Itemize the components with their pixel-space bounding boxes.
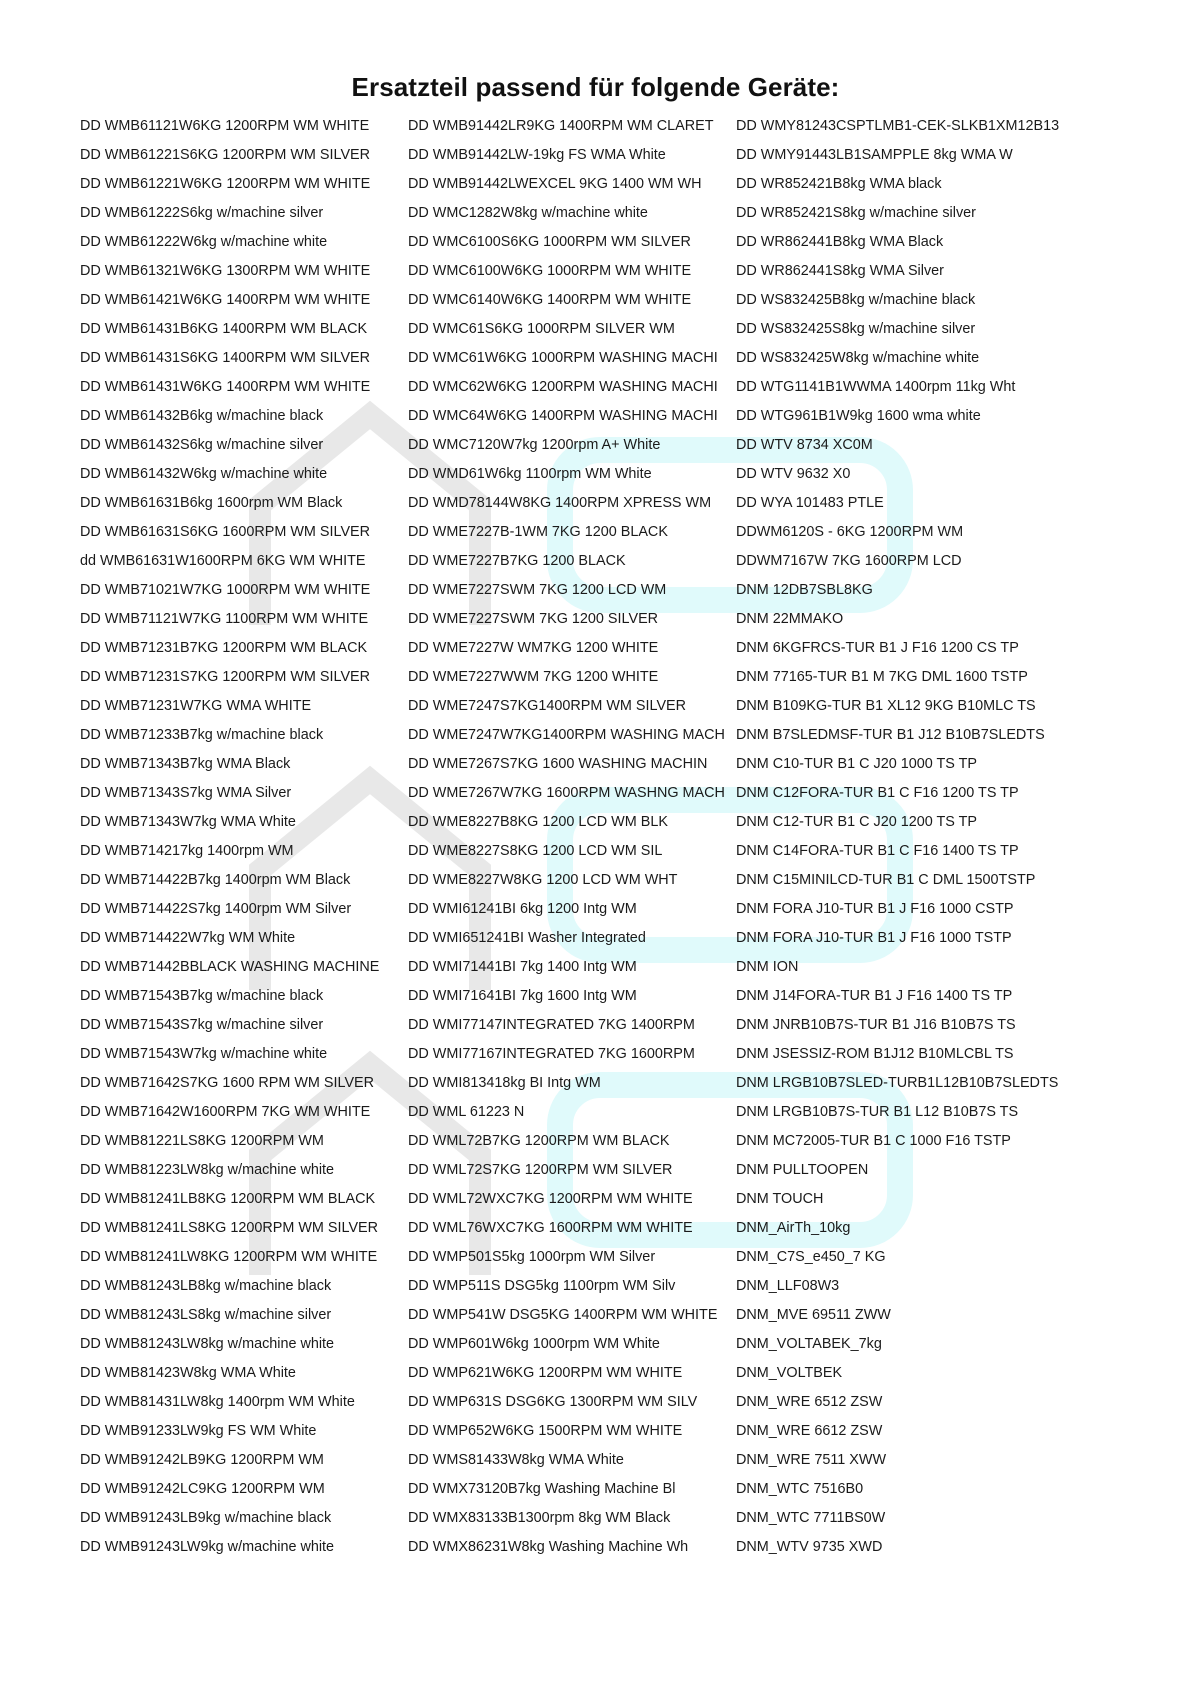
device-entry: DNM LRGB10B7SLED-TURB1L12B10B7SLEDTS [736,1075,1059,1091]
device-entry: DD WMX73120B7kg Washing Machine Bl [408,1481,676,1497]
device-entry: DD WMB81223LW8kg w/machine white [80,1162,335,1178]
device-entry: DD WME7227B7KG 1200 BLACK [408,553,626,569]
device-entry: DNM_WRE 6612 ZSW [736,1423,883,1439]
device-entry: DD WS832425B8kg w/machine black [736,292,976,308]
device-entry: DD WTV 8734 XC0M [736,437,873,453]
device-entry: DD WMC61S6KG 1000RPM SILVER WM [408,321,675,337]
device-entry: DD WME8227B8KG 1200 LCD WM BLK [408,814,668,830]
device-entry: DD WMB61431B6KG 1400RPM WM BLACK [80,321,368,337]
device-entry: DNM PULLTOOPEN [736,1162,869,1178]
device-entry: DD WML72WXC7KG 1200RPM WM WHITE [408,1191,693,1207]
device-entry: DD WMB91233LW9kg FS WM White [80,1423,317,1439]
device-entry: DD WMB81221LS8KG 1200RPM WM [80,1133,324,1149]
device-entry: DD WMC6100S6KG 1000RPM WM SILVER [408,234,691,250]
device-entry: DD WMB61222W6kg w/machine white [80,234,328,250]
device-entry: DD WMB61221S6KG 1200RPM WM SILVER [80,147,371,163]
device-entry: DD WMB71642W1600RPM 7KG WM WHITE [80,1104,371,1120]
device-entry: DNM C10-TUR B1 C J20 1000 TS TP [736,756,977,772]
device-entry: DD WMB71642S7KG 1600 RPM WM SILVER [80,1075,375,1091]
device-entry: DD WMB71442BBLACK WASHING MACHINE [80,959,380,975]
device-entry: DD WMP631S DSG6KG 1300RPM WM SILV [408,1394,698,1410]
device-entry: DD WMP511S DSG5kg 1100rpm WM Silv [408,1278,676,1294]
device-entry: DD WMI77147INTEGRATED 7KG 1400RPM [408,1017,695,1033]
device-entry: DNM J14FORA-TUR B1 J F16 1400 TS TP [736,988,1013,1004]
device-entry: DNM_WRE 7511 XWW [736,1452,887,1468]
device-entry: DNM C14FORA-TUR B1 C F16 1400 TS TP [736,843,1019,859]
device-entry: DD WMB91442LWEXCEL 9KG 1400 WM WH [408,176,702,192]
device-entry: DD WMC6140W6KG 1400RPM WM WHITE [408,292,692,308]
device-column-3 [736,113,1136,1563]
device-entry: DNM_LLF08W3 [736,1278,840,1294]
device-entry: DD WS832425S8kg w/machine silver [736,321,976,337]
device-entry: DNM C12-TUR B1 C J20 1200 TS TP [736,814,977,830]
device-entry: DD WMB71343S7kg WMA Silver [80,785,292,801]
device-entry: DD WMS81433W8kg WMA White [408,1452,624,1468]
device-entry: DD WMB91243LB9kg w/machine black [80,1510,332,1526]
device-entry: DD WMB71233B7kg w/machine black [80,727,324,743]
device-entry: DD WMI71441BI 7kg 1400 Intg WM [408,959,637,975]
device-entry: DD WMI651241BI Washer Integrated [408,930,646,946]
page-title: Ersatzteil passend für folgende Geräte: [351,72,840,102]
device-entry: DNM TOUCH [736,1191,824,1207]
device-entry: DD WMI61241BI 6kg 1200 Intg WM [408,901,637,917]
device-entry: DNM C15MINILCD-TUR B1 C DML 1500TSTP [736,872,1036,888]
device-entry: DD WMX86231W8kg Washing Machine Wh [408,1539,689,1555]
device-entry: DNM_WTC 7711BS0W [736,1510,886,1526]
device-entry: DD WML76WXC7KG 1600RPM WM WHITE [408,1220,693,1236]
device-entry: DNM_VOLTABEK_7kg [736,1336,882,1352]
device-entry: DNM_WRE 6512 ZSW [736,1394,883,1410]
device-entry: DNM JSESSIZ-ROM B1J12 B10MLCBL TS [736,1046,1014,1062]
device-entry: DD WMD78144W8KG 1400RPM XPRESS WM [408,495,712,511]
device-entry: DD WMB81241LW8KG 1200RPM WM WHITE [80,1249,378,1265]
device-entry: DD WMB61631S6KG 1600RPM WM SILVER [80,524,371,540]
device-entry: DD WMB81243LS8kg w/machine silver [80,1307,332,1323]
device-entry: DNM JNRB10B7S-TUR B1 J16 B10B7S TS [736,1017,1016,1033]
device-entry: DNM 12DB7SBL8KG [736,582,873,598]
device-entry: DD WMB61321W6KG 1300RPM WM WHITE [80,263,371,279]
device-entry: DD WMB61432W6kg w/machine white [80,466,328,482]
device-entry: DD WMB71543S7kg w/machine silver [80,1017,324,1033]
device-entry: DD WR862441B8kg WMA Black [736,234,944,250]
device-entry: DD WTV 9632 X0 [736,466,851,482]
device-entry: DD WMY81243CSPTLMB1-CEK-SLKB1XM12B13 [736,118,1060,134]
device-entry: DD WMB81243LB8kg w/machine black [80,1278,332,1294]
device-entry: DD WML 61223 N [408,1104,525,1120]
device-entry: DD WME7227SWM 7KG 1200 LCD WM [408,582,667,598]
device-entry: DD WMB61421W6KG 1400RPM WM WHITE [80,292,371,308]
device-entry: DD WMI77167INTEGRATED 7KG 1600RPM [408,1046,695,1062]
device-entry: DD WMP501S5kg 1000rpm WM Silver [408,1249,656,1265]
device-entry: DD WS832425W8kg w/machine white [736,350,980,366]
device-entry: DD WR852421S8kg w/machine silver [736,205,976,221]
device-entry: DD WMC6100W6KG 1000RPM WM WHITE [408,263,692,279]
device-entry: DD WTG1141B1WWMA 1400rpm 11kg Wht [736,379,1016,395]
device-entry: DDWM7167W 7KG 1600RPM LCD [736,553,962,569]
device-entry: DD WMB71231W7KG WMA WHITE [80,698,312,714]
device-entry: DD WMB61631B6kg 1600rpm WM Black [80,495,343,511]
device-entry: DD WMB91442LR9KG 1400RPM WM CLARET [408,118,714,134]
device-entry: DD WMB71543W7kg w/machine white [80,1046,328,1062]
device-entry: DDWM6120S - 6KG 1200RPM WM [736,524,964,540]
device-entry: DD WMC1282W8kg w/machine white [408,205,648,221]
device-entry: DNM C12FORA-TUR B1 C F16 1200 TS TP [736,785,1019,801]
device-entry: DNM 77165-TUR B1 M 7KG DML 1600 TSTP [736,669,1028,685]
device-entry: DD WMX83133B1300rpm 8kg WM Black [408,1510,671,1526]
device-entry: DD WR852421B8kg WMA black [736,176,942,192]
device-entry: DD WMB61431S6KG 1400RPM WM SILVER [80,350,371,366]
device-entry: DD WMB71231S7KG 1200RPM WM SILVER [80,669,371,685]
device-entry: DNM FORA J10-TUR B1 J F16 1000 CSTP [736,901,1014,917]
device-entry: DD WMB61121W6KG 1200RPM WM WHITE [80,118,370,134]
device-entry: DD WMP621W6KG 1200RPM WM WHITE [408,1365,683,1381]
device-entry: DD WMB61432S6kg w/machine silver [80,437,324,453]
device-entry: DD WMB714422B7kg 1400rpm WM Black [80,872,351,888]
device-entry: DD WML72S7KG 1200RPM WM SILVER [408,1162,673,1178]
device-entry: DD WR862441S8kg WMA Silver [736,263,944,279]
device-entry: DD WMB61432B6kg w/machine black [80,408,324,424]
device-entry: DD WMD61W6kg 1100rpm WM White [408,466,652,482]
device-entry: DD WMB71121W7KG 1100RPM WM WHITE [80,611,369,627]
device-entry: DD WMB81241LS8KG 1200RPM WM SILVER [80,1220,379,1236]
device-entry: DNM_C7S_e450_7 KG [736,1249,886,1265]
device-entry: DD WME8227W8KG 1200 LCD WM WHT [408,872,678,888]
device-entry: DD WMB81241LB8KG 1200RPM WM BLACK [80,1191,376,1207]
device-entry: DD WMB71543B7kg w/machine black [80,988,324,1004]
device-entry: DNM 6KGFRCS-TUR B1 J F16 1200 CS TP [736,640,1019,656]
device-entry: DD WMB81243LW8kg w/machine white [80,1336,335,1352]
device-entry: DNM B7SLEDMSF-TUR B1 J12 B10B7SLEDTS [736,727,1045,743]
device-entry: dd WMB61631W1600RPM 6KG WM WHITE [80,553,366,569]
device-entry: DD WMC61W6KG 1000RPM WASHING MACHI [408,350,718,366]
device-entry: DD WMC64W6KG 1400RPM WASHING MACHI [408,408,718,424]
device-entry: DNM FORA J10-TUR B1 J F16 1000 TSTP [736,930,1012,946]
device-entry: DD WMB61221W6KG 1200RPM WM WHITE [80,176,371,192]
device-entry: DD WMP601W6kg 1000rpm WM White [408,1336,660,1352]
device-entry: DD WMI813418kg BI Intg WM [408,1075,601,1091]
device-entry: DD WMB71343B7kg WMA Black [80,756,291,772]
device-entry: DD WME7227SWM 7KG 1200 SILVER [408,611,659,627]
device-entry: DNM 22MMAKO [736,611,844,627]
device-entry: DD WTG961B1W9kg 1600 wma white [736,408,981,424]
device-entry: DD WMB91242LC9KG 1200RPM WM [80,1481,325,1497]
device-entry: DD WMB71343W7kg WMA White [80,814,296,830]
device-entry: DD WME7227WWM 7KG 1200 WHITE [408,669,659,685]
device-entry: DD WMB61431W6KG 1400RPM WM WHITE [80,379,371,395]
device-entry: DD WMI71641BI 7kg 1600 Intg WM [408,988,637,1004]
device-entry: DNM LRGB10B7S-TUR B1 L12 B10B7S TS [736,1104,1019,1120]
device-entry: DD WMC62W6KG 1200RPM WASHING MACHI [408,379,718,395]
device-entry: DD WMB91442LW-19kg FS WMA White [408,147,666,163]
device-entry: DD WML72B7KG 1200RPM WM BLACK [408,1133,670,1149]
device-entry: DD WME7247S7KG1400RPM WM SILVER [408,698,687,714]
device-entry: DD WMC7120W7kg 1200rpm A+ White [408,437,661,453]
device-entry: DD WMB71231B7KG 1200RPM WM BLACK [80,640,368,656]
device-entry: DD WMB91242LB9KG 1200RPM WM [80,1452,324,1468]
device-entry: DNM_VOLTBEK [736,1365,843,1381]
device-entry: DNM_AirTh_10kg [736,1220,851,1236]
device-entry: DD WMB714422W7kg WM White [80,930,296,946]
device-entry: DD WMP652W6KG 1500RPM WM WHITE [408,1423,683,1439]
device-entry: DD WMP541W DSG5KG 1400RPM WM WHITE [408,1307,718,1323]
device-entry: DNM_MVE 69511 ZWW [736,1307,891,1323]
device-entry: DD WME7247W7KG1400RPM WASHING MACH [408,727,725,743]
device-entry: DD WME7227W WM7KG 1200 WHITE [408,640,659,656]
device-entry: DD WMB71021W7KG 1000RPM WM WHITE [80,582,371,598]
device-entry: DD WMB714217kg 1400rpm WM [80,843,294,859]
device-column-2 [408,113,738,1563]
device-entry: DD WMB61222S6kg w/machine silver [80,205,324,221]
device-list [80,113,1150,1573]
device-entry: DNM MC72005-TUR B1 C 1000 F16 TSTP [736,1133,1011,1149]
device-entry: DD WME7267S7KG 1600 WASHING MACHIN [408,756,708,772]
device-entry: DNM ION [736,959,799,975]
device-column-1 [80,113,410,1563]
device-entry: DD WMB91243LW9kg w/machine white [80,1539,335,1555]
device-entry: DD WME8227S8KG 1200 LCD WM SIL [408,843,663,859]
device-entry: DNM_WTV 9735 XWD [736,1539,883,1555]
device-entry: DD WME7267W7KG 1600RPM WASHNG MACH [408,785,725,801]
device-entry: DD WMB81423W8kg WMA White [80,1365,296,1381]
device-entry: DD WMY91443LB1SAMPPLE 8kg WMA W [736,147,1013,163]
device-entry: DD WME7227B-1WM 7KG 1200 BLACK [408,524,668,540]
device-entry: DD WYA 101483 PTLE [736,495,884,511]
device-entry: DNM_WTC 7516B0 [736,1481,864,1497]
device-entry: DNM B109KG-TUR B1 XL12 9KG B10MLC TS [736,698,1036,714]
device-entry: DD WMB714422S7kg 1400rpm WM Silver [80,901,352,917]
device-entry: DD WMB81431LW8kg 1400rpm WM White [80,1394,355,1410]
